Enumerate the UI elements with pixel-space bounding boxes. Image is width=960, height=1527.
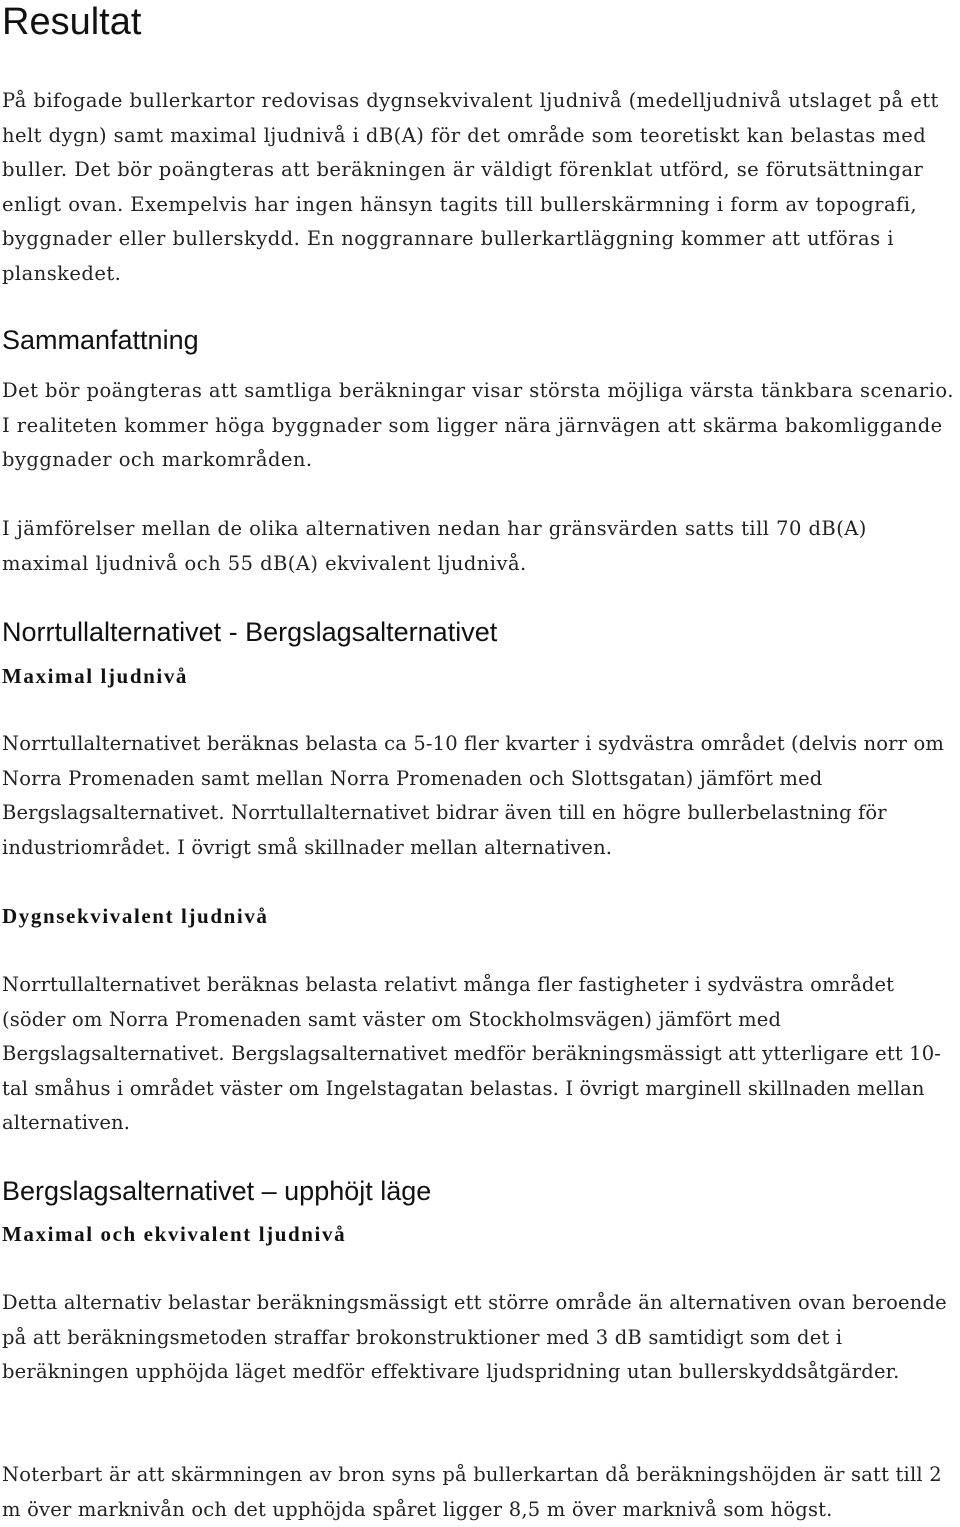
- heading-resultat: Resultat: [2, 1, 142, 43]
- paragraph-maximal-ljudniva: Norrtullalternativet beräknas belasta ca 5-10 fler kvarter i sydvästra området (delvis norr om Norra Promenaden samt mellan Norra Promenaden och Slottsgatan) jämfört med Bergslagsalternativet. Norrtullalternativet bidrar även till en högre bullerbelastning för industriområdet. I övrigt små skillnader mellan alternativen.: [2, 732, 944, 859]
- paragraph-bergslag-1: Detta alternativ belastar beräkningsmässigt ett större område än alternativen ovan beroende på att beräkningsmetoden straffar brokonstruktioner med 3 dB samtidigt som det i beräkningen upphöjda läget medför effektivare ljudspridning utan bullerskyddsåtgärder.: [2, 1291, 947, 1383]
- paragraph-sammanfattning-2: I jämförelser mellan de olika alternativen nedan har gränsvärden satts till 70 dB(A) maximal ljudnivå och 55 dB(A) ekvivalent ljudnivå.: [2, 517, 867, 575]
- paragraph-resultat: På bifogade bullerkartor redovisas dygnsekvivalent ljudnivå (medelljudnivå utslaget på ett helt dygn) samt maximal ljudnivå i dB(A) för det område som teoretiskt kan belastas med buller. Det bör poängteras att beräkningen är väldigt förenklat utförd, se förutsättningar enligt ovan. Exempelvis har ingen hänsyn tagits till bullerskärmning i form av topografi, byggnader eller bullerskydd. En noggrannare bullerkartläggning kommer att utföras i planskedet.: [2, 89, 939, 285]
- paragraph-sammanfattning-1: Det bör poängteras att samtliga beräkningar visar största möjliga värsta tänkbara scenario. I realiteten kommer höga byggnader som ligger nära järnvägen att skärma bakomliggande byggnader och markområden.: [2, 379, 954, 472]
- paragraph-bergslag-2: Noterbart är att skärmningen av bron syns på bullerkartan då beräkningshöjden är satt till 2 m över marknivån och det upphöjda spåret ligger 8,5 m över marknivå som högst.: [2, 1463, 942, 1521]
- paragraph-dygnsekvivalent: Norrtullalternativet beräknas belasta relativt många fler fastigheter i sydvästra området (söder om Norra Promenaden samt väster om Stockholmsvägen) jämfört med Bergslagsalternativet. Bergslagsalternativet medför beräkningsmässigt att ytterligare ett 10-tal småhus i området väster om Ingelstagatan belastas. I övrigt marginell skillnaden mellan alternativen.: [2, 973, 942, 1134]
- heading-norrtull-bergslag: Norrtullalternativet - Bergslagsalternativet: [2, 617, 498, 647]
- subheading-dygnsekvivalent: Dygnsekvivalent ljudnivå: [2, 904, 269, 928]
- heading-bergslag-upphojt: Bergslagsalternativet – upphöjt läge: [2, 1176, 432, 1206]
- subheading-maximal-och-ekvivalent: Maximal och ekvivalent ljudnivå: [2, 1222, 347, 1246]
- subheading-maximal-ljudniva: Maximal ljudnivå: [2, 664, 189, 688]
- heading-sammanfattning: Sammanfattning: [2, 325, 199, 355]
